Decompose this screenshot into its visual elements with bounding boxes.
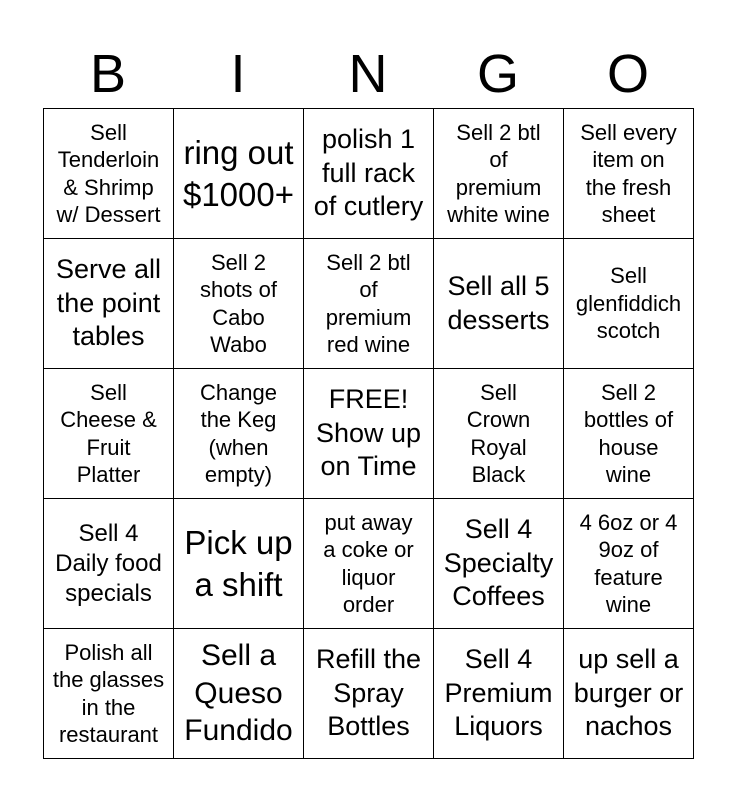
bingo-cell[interactable]: Refill the Spray Bottles <box>304 629 434 759</box>
header-letter-o: O <box>606 44 649 104</box>
bingo-row <box>44 369 694 499</box>
bingo-cell[interactable]: Sell Crown Royal Black <box>434 369 564 499</box>
bingo-row <box>44 109 694 239</box>
bingo-cell[interactable]: put away a coke or liquor order <box>304 499 434 629</box>
bingo-cell[interactable]: Sell Cheese & Fruit Platter <box>44 369 174 499</box>
bingo-cell[interactable]: Polish all the glasses in the restaurant <box>44 629 174 759</box>
bingo-card <box>43 108 694 759</box>
free-space-cell[interactable]: FREE! Show up on Time <box>304 369 434 499</box>
bingo-cell[interactable]: Sell glenfiddich scotch <box>564 239 694 369</box>
bingo-cell[interactable]: Sell 2 btl of premium white wine <box>434 109 564 239</box>
bingo-cell[interactable]: Sell 2 shots of Cabo Wabo <box>174 239 304 369</box>
header-letter-i: I <box>230 44 246 104</box>
bingo-cell[interactable]: Sell 2 btl of premium red wine <box>304 239 434 369</box>
header-letter-b: B <box>89 44 127 104</box>
bingo-cell[interactable]: Sell 4 Daily food specials <box>44 499 174 629</box>
bingo-cell[interactable]: Serve all the point tables <box>44 239 174 369</box>
bingo-cell[interactable]: Sell all 5 desserts <box>434 239 564 369</box>
bingo-cell[interactable]: Sell every item on the fresh sheet <box>564 109 694 239</box>
bingo-cell[interactable]: Sell 4 Specialty Coffees <box>434 499 564 629</box>
bingo-cell[interactable]: ring out $1000+ <box>174 109 304 239</box>
bingo-cell[interactable]: up sell a burger or nachos <box>564 629 694 759</box>
bingo-cell[interactable]: Sell 4 Premium Liquors <box>434 629 564 759</box>
bingo-cell[interactable]: Sell a Queso Fundido <box>174 629 304 759</box>
bingo-cell[interactable]: polish 1 full rack of cutlery <box>304 109 434 239</box>
bingo-row <box>44 499 694 629</box>
bingo-cell[interactable]: Pick up a shift <box>174 499 304 629</box>
bingo-header <box>43 44 693 104</box>
bingo-row <box>44 629 694 759</box>
bingo-cell[interactable]: Sell Tenderloin & Shrimp w/ Dessert <box>44 109 174 239</box>
bingo-cell[interactable]: Sell 2 bottles of house wine <box>564 369 694 499</box>
bingo-cell[interactable]: 4 6oz or 4 9oz of feature wine <box>564 499 694 629</box>
bingo-cell[interactable]: Change the Keg (when empty) <box>174 369 304 499</box>
header-letter-g: G <box>476 44 519 104</box>
header-letter-n: N <box>348 44 388 104</box>
bingo-row <box>44 239 694 369</box>
